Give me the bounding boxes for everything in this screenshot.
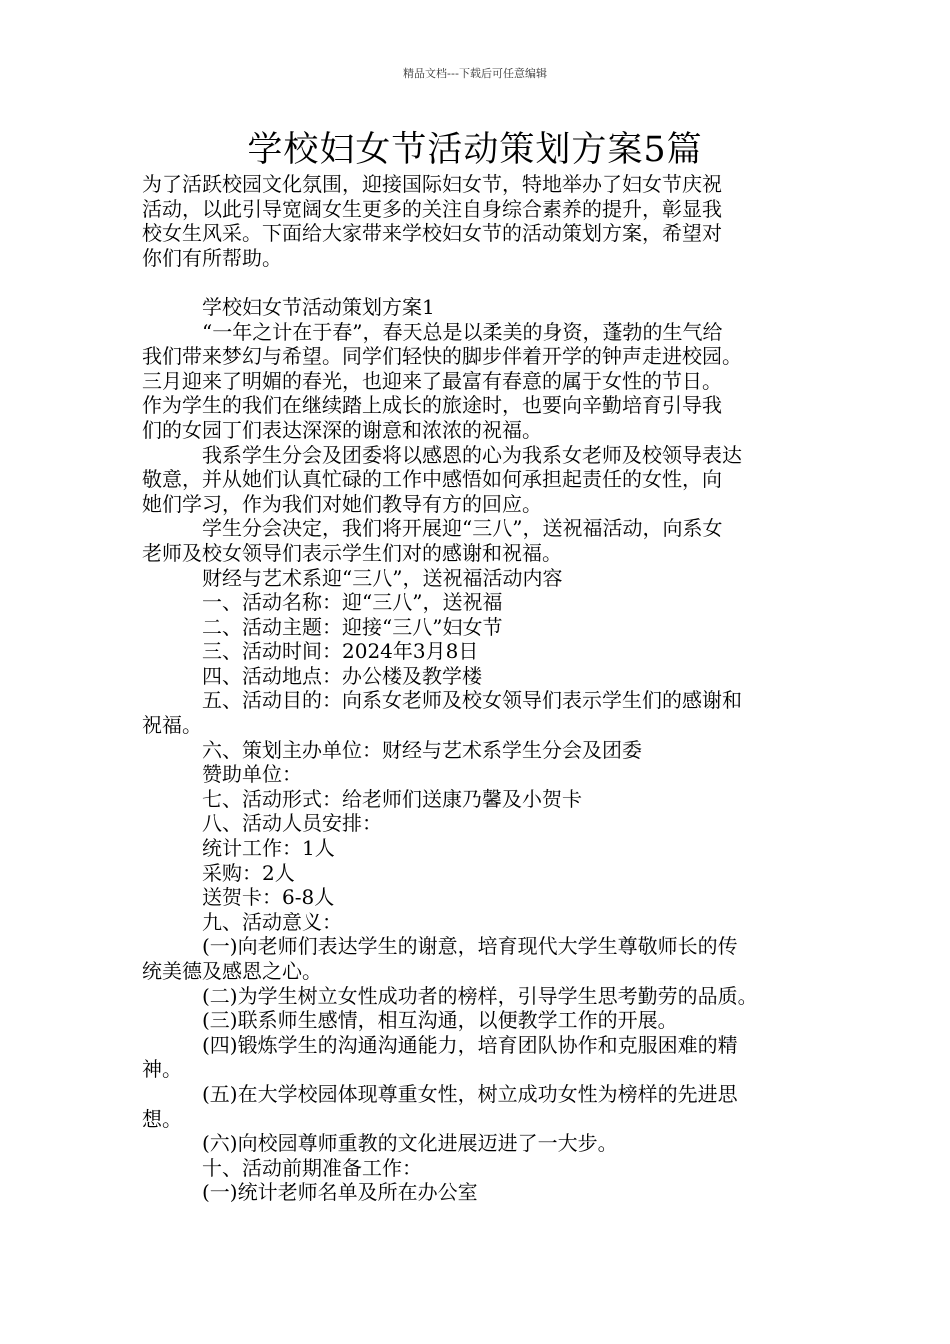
paragraph-line: 学生分会决定，我们将开展迎“三八”，送祝福活动，向系女: [202, 516, 723, 541]
list-item: 七、活动形式：给老师们送康乃馨及小贺卡: [202, 786, 582, 811]
list-item: (六)向校园尊师重教的文化进展迈进了一大步。: [202, 1131, 618, 1156]
list-item: (一)向老师们表达学生的谢意，培育现代大学生尊敬师长的传: [202, 934, 738, 959]
paragraph-line: 我们带来梦幻与希望。同学们轻快的脚步伴着开学的钟声走进校园。: [142, 344, 742, 369]
list-item: 送贺卡：6-8人: [202, 885, 335, 910]
list-item: (一)统计老师名单及所在办公室: [202, 1180, 478, 1205]
intro-line: 你们有所帮助。: [142, 245, 282, 270]
list-item-continued: 想。: [142, 1106, 182, 1131]
list-item: 十、活动前期准备工作：: [202, 1155, 422, 1180]
list-item: 三、活动时间：2024年3月8日: [202, 639, 479, 664]
paragraph-line: 三月迎来了明媚的春光，也迎来了最富有春意的属于女性的节日。: [142, 368, 722, 393]
list-item-continued: 祝福。: [142, 713, 202, 738]
intro-line: 为了活跃校园文化氛围，迎接国际妇女节，特地举办了妇女节庆祝: [142, 172, 722, 196]
paragraph-line: “一年之计在于春”，春天总是以柔美的身资，蓬勃的生气给: [202, 319, 723, 344]
document-body: [142, 172, 814, 1205]
paragraph-line: 老师及校女领导们表示学生们对的感谢和祝福。: [142, 540, 562, 565]
list-item: 二、活动主题：迎接“三八”妇女节: [202, 614, 503, 639]
list-item: (三)联系师生感情，相互沟通，以便教学工作的开展。: [202, 1008, 678, 1033]
list-item: 八、活动人员安排：: [202, 811, 382, 836]
intro-line: 活动，以此引导宽阔女生更多的关注自身综合素养的提升，彰显我: [142, 196, 722, 221]
paragraph-line: 她们学习，作为我们对她们教导有方的回应。: [142, 491, 542, 516]
list-item-continued: 统美德及感恩之心。: [142, 959, 322, 983]
list-heading: 财经与艺术系迎“三八”，送祝福活动内容: [202, 565, 563, 590]
list-item: 赞助单位：: [202, 762, 302, 787]
list-item: 五、活动目的：向系女老师及校女领导们表示学生们的感谢和: [202, 688, 742, 713]
list-item: 六、策划主办单位：财经与艺术系学生分会及团委: [202, 737, 642, 762]
list-item: 一、活动名称：迎“三八”，送祝福: [202, 590, 503, 615]
intro-line: 校女生风采。下面给大家带来学校妇女节的活动策划方案，希望对: [142, 221, 722, 246]
list-item: (五)在大学校园体现尊重女性，树立成功女性为榜样的先进思: [202, 1081, 738, 1106]
paragraph-line: 们的女园丁们表达深深的谢意和浓浓的祝福。: [142, 417, 542, 442]
list-item: 采购：2人: [202, 860, 295, 885]
list-item-continued: 神。: [142, 1057, 182, 1082]
list-item: 统计工作：1人: [202, 836, 335, 861]
header-note: 精品文档---下载后可任意编辑: [403, 67, 547, 80]
list-item: 九、活动意义：: [202, 909, 342, 934]
spacer: [142, 270, 814, 295]
paragraph-line: 敬意，并从她们认真忙碌的工作中感悟如何承担起责任的女性，向: [142, 467, 722, 492]
list-item: 四、活动地点：办公楼及教学楼: [202, 663, 482, 688]
list-item: (二)为学生树立女性成功者的榜样，引导学生思考勤劳的品质。: [202, 983, 758, 1008]
paragraph-line: 我系学生分会及团委将以感恩的心为我系女老师及校领导表达: [202, 442, 742, 467]
list-item: (四)锻炼学生的沟通沟通能力，培育团队协作和克服困难的精: [202, 1032, 738, 1057]
document-title: 学校妇女节活动策划方案5篇: [247, 130, 703, 170]
paragraph-line: 作为学生的我们在继续踏上成长的旅途时，也要向辛勤培育引导我: [142, 393, 722, 418]
section-heading: 学校妇女节活动策划方案1: [202, 294, 435, 319]
